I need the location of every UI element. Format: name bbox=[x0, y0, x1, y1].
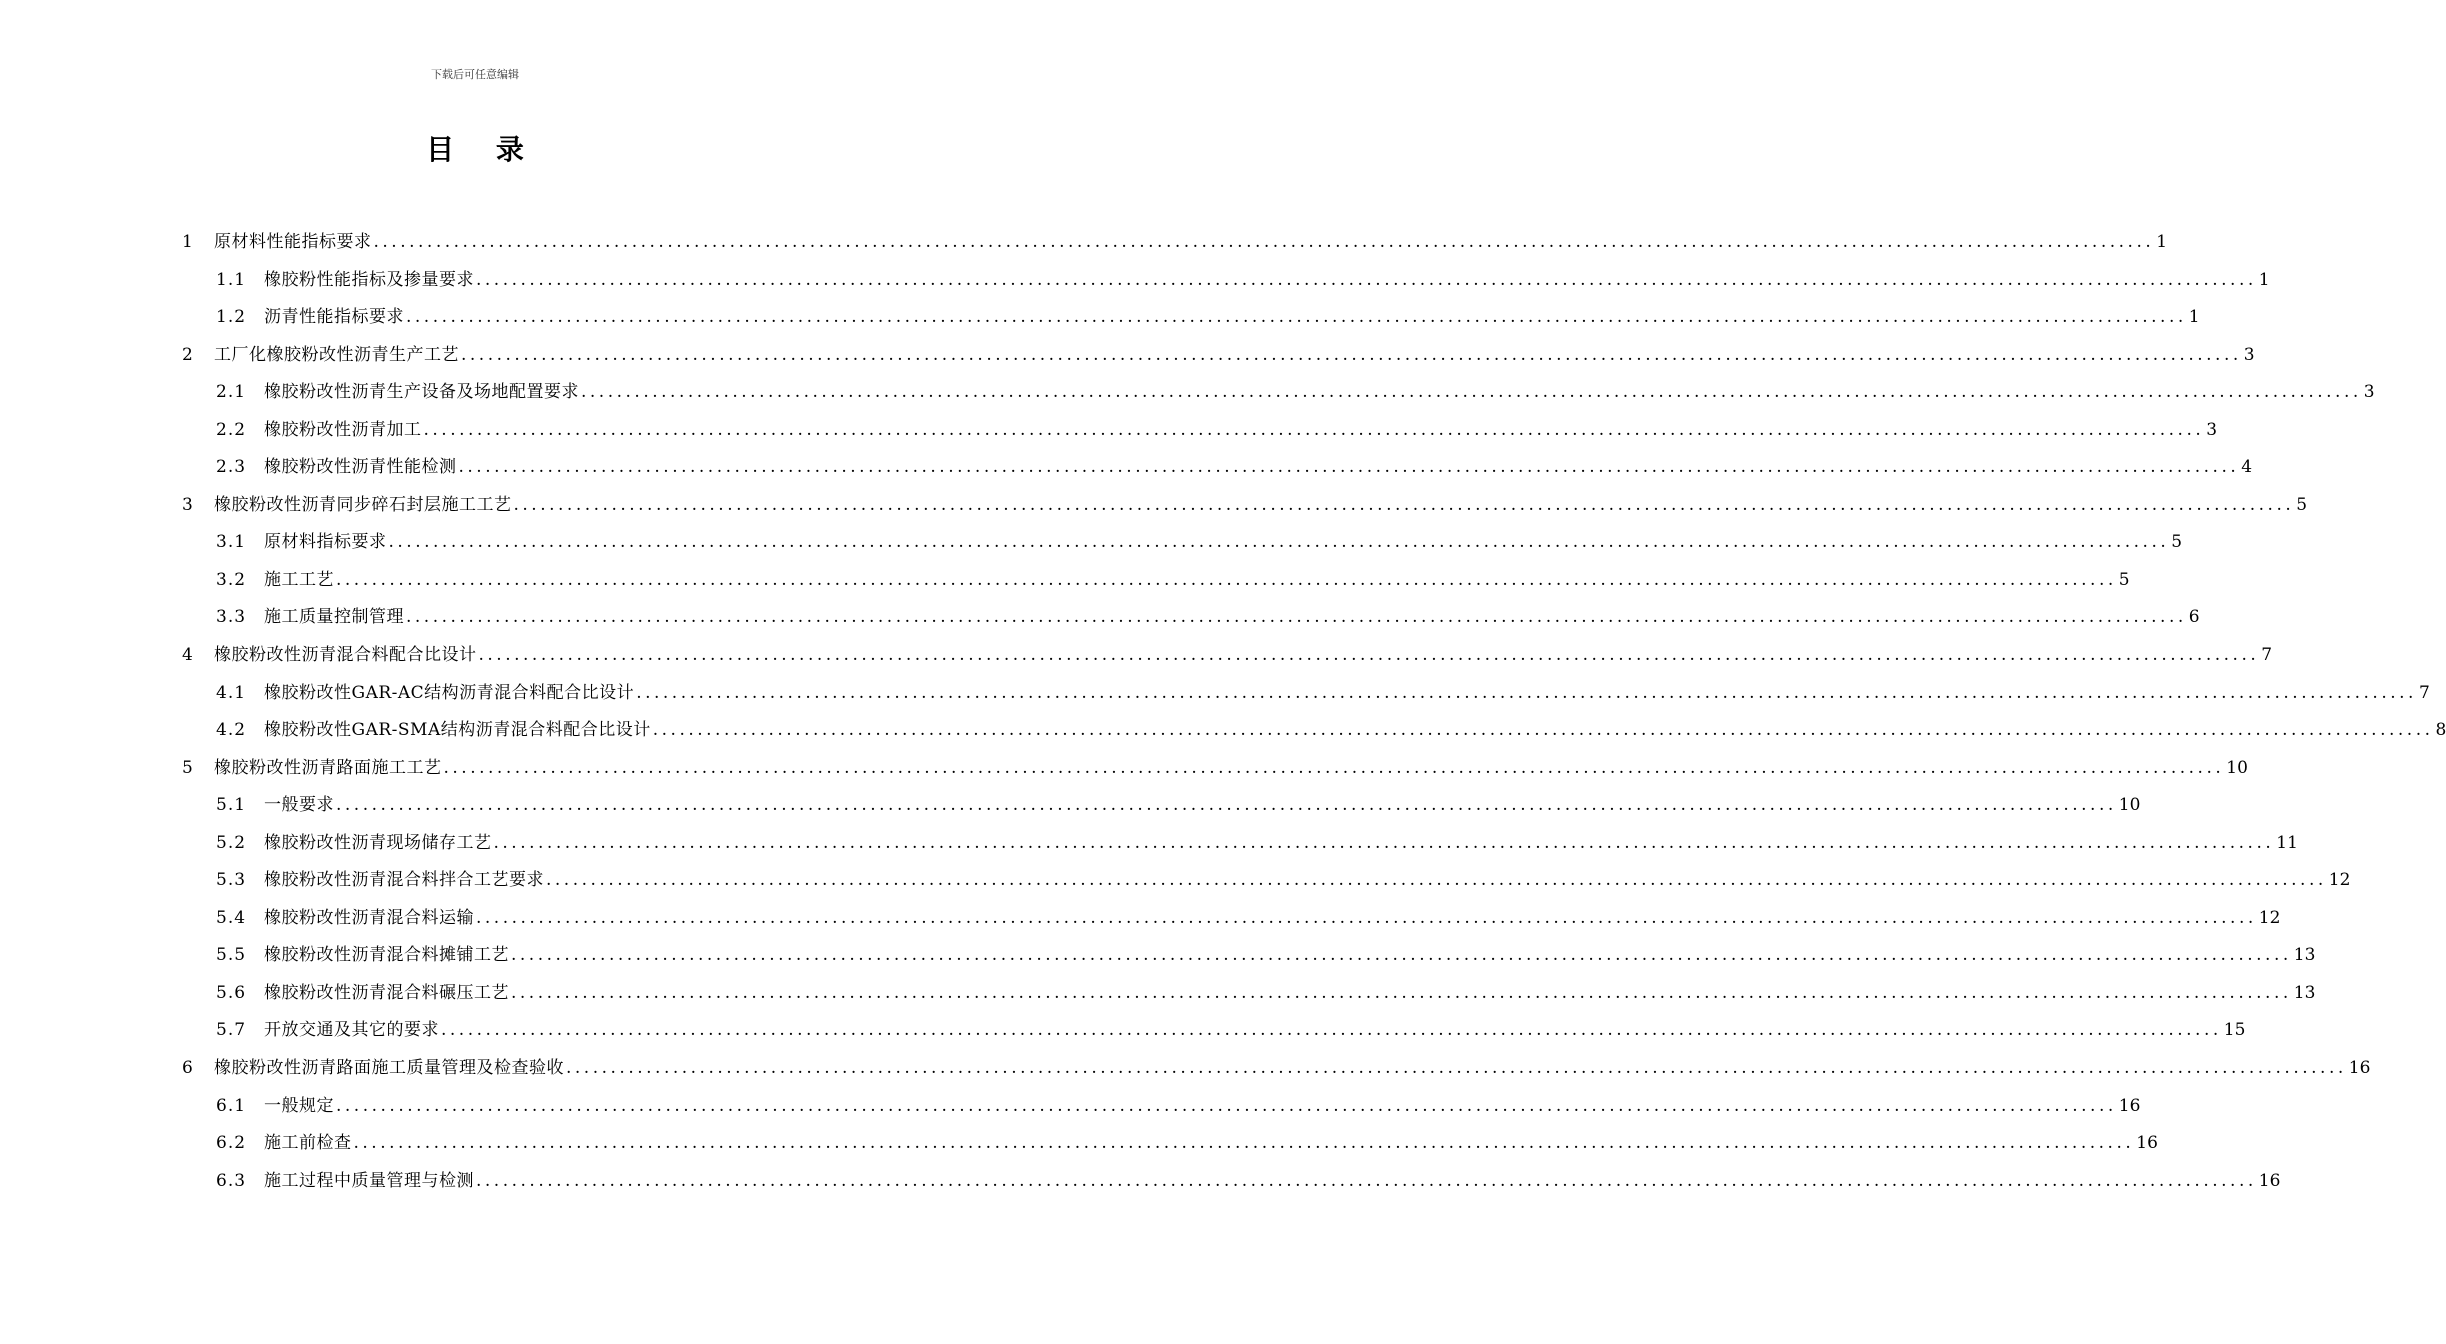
toc-entry-title: 橡胶粉改性沥青混合料运输 bbox=[264, 907, 474, 928]
toc-dot-leader: ........................................................................................................................................................................................................ bbox=[406, 607, 2187, 628]
toc-entry[interactable] bbox=[180, 449, 2253, 487]
toc-entry-number: 6 bbox=[182, 1058, 194, 1079]
toc-entry[interactable] bbox=[180, 1012, 2246, 1050]
toc-entry-title: 橡胶粉改性GAR-AC结构沥青混合料配合比设计 bbox=[264, 682, 635, 703]
toc-entry-title: 施工质量控制管理 bbox=[264, 607, 404, 628]
toc-entry-page-number: 8 bbox=[2435, 720, 2446, 741]
toc-entry[interactable] bbox=[180, 1163, 2281, 1201]
toc-entry-title: 橡胶粉改性沥青生产设备及场地配置要求 bbox=[264, 382, 579, 403]
toc-entry-title: 橡胶粉改性沥青混合料配合比设计 bbox=[214, 645, 477, 666]
toc-entry-title: 工厂化橡胶粉改性沥青生产工艺 bbox=[214, 344, 459, 365]
toc-dot-leader: ........................................................................................................................................................................................................ bbox=[406, 307, 2187, 328]
toc-entry-title: 橡胶粉改性沥青混合料碾压工艺 bbox=[264, 982, 509, 1003]
toc-entry-page-number: 7 bbox=[2418, 682, 2430, 703]
toc-entry-title: 橡胶粉改性沥青加工 bbox=[264, 419, 422, 440]
table-of-contents bbox=[180, 224, 2446, 1200]
toc-dot-leader: ........................................................................................................................................................................................................ bbox=[336, 795, 2117, 816]
toc-entry-page-number: 3 bbox=[2243, 344, 2255, 365]
toc-entry-page-number: 5 bbox=[2296, 494, 2308, 515]
toc-entry-number: 6.1 bbox=[216, 1095, 247, 1116]
toc-dot-leader: ........................................................................................................................................................................................................ bbox=[511, 982, 2292, 1003]
toc-dot-leader: ........................................................................................................................................................................................................ bbox=[458, 457, 2240, 478]
toc-entry-title: 开放交通及其它的要求 bbox=[264, 1020, 439, 1041]
toc-entry-number: 2.1 bbox=[216, 382, 247, 403]
toc-dot-leader: ........................................................................................................................................................................................................ bbox=[636, 682, 2417, 703]
toc-entry-number: 5.5 bbox=[216, 945, 247, 966]
page-header: 下载后可任意编辑 bbox=[431, 68, 519, 81]
toc-entry[interactable] bbox=[180, 637, 2273, 675]
toc-entry-page-number: 12 bbox=[2258, 907, 2281, 928]
toc-dot-leader: ........................................................................................................................................................................................................ bbox=[373, 232, 2155, 252]
toc-entry-page-number: 16 bbox=[2118, 1095, 2141, 1116]
toc-entry-number: 2.2 bbox=[216, 419, 247, 440]
toc-entry-page-number: 13 bbox=[2293, 982, 2316, 1003]
toc-entry-number: 2 bbox=[182, 344, 194, 365]
toc-entry-number: 5.6 bbox=[216, 982, 247, 1003]
toc-entry-page-number: 13 bbox=[2293, 945, 2316, 966]
toc-entry[interactable] bbox=[180, 524, 2183, 562]
toc-entry-number: 4.1 bbox=[216, 682, 247, 703]
toc-entry[interactable] bbox=[180, 862, 2351, 900]
toc-entry[interactable] bbox=[180, 262, 2270, 300]
toc-entry-title: 橡胶粉改性沥青混合料拌合工艺要求 bbox=[264, 870, 544, 891]
toc-entry-page-number: 10 bbox=[2226, 757, 2248, 778]
toc-entry-number: 1.1 bbox=[216, 269, 247, 290]
toc-entry[interactable] bbox=[180, 825, 2298, 863]
toc-entry[interactable] bbox=[180, 750, 2248, 788]
toc-dot-leader: ........................................................................................................................................................................................................ bbox=[493, 832, 2275, 853]
toc-entry[interactable] bbox=[180, 1125, 2158, 1163]
toc-dot-leader: ........................................................................................................................................................................................................ bbox=[336, 569, 2117, 590]
toc-entry-page-number: 5 bbox=[2118, 569, 2130, 590]
toc-entry-page-number: 11 bbox=[2276, 832, 2298, 853]
toc-entry-number: 5.2 bbox=[216, 832, 247, 853]
toc-entry[interactable] bbox=[180, 900, 2281, 938]
toc-entry[interactable] bbox=[180, 675, 2430, 713]
toc-entry-title: 沥青性能指标要求 bbox=[264, 307, 404, 328]
toc-entry[interactable] bbox=[180, 562, 2130, 600]
toc-entry-page-number: 3 bbox=[2206, 419, 2218, 440]
toc-entry-number: 3.1 bbox=[216, 532, 247, 553]
toc-entry-title: 施工过程中质量管理与检测 bbox=[264, 1170, 474, 1191]
toc-entry-page-number: 1 bbox=[2156, 232, 2168, 252]
toc-entry-page-number: 16 bbox=[2348, 1058, 2371, 1079]
toc-entry-page-number: 5 bbox=[2171, 532, 2183, 553]
toc-entry-title: 施工工艺 bbox=[264, 569, 334, 590]
toc-entry-title: 橡胶粉改性沥青混合料摊铺工艺 bbox=[264, 945, 509, 966]
toc-dot-leader: ........................................................................................................................................................................................................ bbox=[513, 494, 2295, 515]
toc-entry[interactable] bbox=[180, 787, 2141, 825]
toc-dot-leader: ........................................................................................................................................................................................................ bbox=[511, 945, 2292, 966]
toc-dot-leader: ........................................................................................................................................................................................................ bbox=[443, 757, 2225, 778]
toc-entry-number: 5.3 bbox=[216, 870, 247, 891]
toc-dot-leader: ........................................................................................................................................................................................................ bbox=[652, 720, 2434, 741]
toc-entry-number: 4.2 bbox=[216, 720, 247, 741]
page-title: 目 录 bbox=[426, 133, 540, 166]
toc-entry-title: 原材料性能指标要求 bbox=[214, 232, 372, 252]
toc-dot-leader: ........................................................................................................................................................................................................ bbox=[476, 269, 2257, 290]
toc-dot-leader: ........................................................................................................................................................................................................ bbox=[476, 907, 2257, 928]
toc-entry[interactable] bbox=[180, 224, 2168, 262]
toc-entry-title: 橡胶粉改性沥青路面施工质量管理及检查验收 bbox=[214, 1058, 564, 1079]
toc-entry-page-number: 4 bbox=[2241, 457, 2253, 478]
toc-entry-title: 施工前检查 bbox=[264, 1133, 352, 1154]
toc-entry-number: 3 bbox=[182, 494, 194, 515]
toc-entry[interactable] bbox=[180, 487, 2308, 525]
toc-entry-number: 5.1 bbox=[216, 795, 247, 816]
toc-entry-number: 3.2 bbox=[216, 569, 247, 590]
toc-dot-leader: ........................................................................................................................................................................................................ bbox=[546, 870, 2327, 891]
toc-entry-page-number: 3 bbox=[2363, 382, 2375, 403]
toc-entry[interactable] bbox=[180, 1088, 2141, 1126]
toc-entry-title: 橡胶粉改性沥青现场储存工艺 bbox=[264, 832, 492, 853]
toc-entry-number: 4 bbox=[182, 645, 194, 666]
toc-entry-title: 橡胶粉改性沥青同步碎石封层施工工艺 bbox=[214, 494, 512, 515]
toc-entry-page-number: 16 bbox=[2136, 1133, 2158, 1154]
toc-entry-title: 一般要求 bbox=[264, 795, 334, 816]
toc-entry-page-number: 15 bbox=[2223, 1020, 2246, 1041]
toc-dot-leader: ........................................................................................................................................................................................................ bbox=[476, 1170, 2257, 1191]
toc-entry-title: 原材料指标要求 bbox=[264, 532, 387, 553]
toc-dot-leader: ........................................................................................................................................................................................................ bbox=[441, 1020, 2222, 1041]
toc-entry[interactable] bbox=[180, 374, 2375, 412]
toc-entry-title: 橡胶粉改性沥青路面施工工艺 bbox=[214, 757, 442, 778]
toc-entry-number: 5 bbox=[182, 757, 194, 778]
toc-entry-number: 1.2 bbox=[216, 307, 247, 328]
toc-entry-number: 2.3 bbox=[216, 457, 247, 478]
toc-entry-number: 5.4 bbox=[216, 907, 247, 928]
toc-entry-title: 橡胶粉性能指标及掺量要求 bbox=[264, 269, 474, 290]
toc-dot-leader: ........................................................................................................................................................................................................ bbox=[423, 419, 2205, 440]
toc-entry-page-number: 6 bbox=[2188, 607, 2200, 628]
toc-dot-leader: ........................................................................................................................................................................................................ bbox=[478, 645, 2260, 666]
toc-entry[interactable] bbox=[180, 337, 2255, 375]
toc-entry[interactable] bbox=[180, 712, 2446, 750]
toc-entry-title: 橡胶粉改性GAR-SMA结构沥青混合料配合比设计 bbox=[264, 720, 651, 741]
toc-entry-page-number: 1 bbox=[2188, 307, 2200, 328]
toc-entry-page-number: 12 bbox=[2328, 870, 2351, 891]
toc-entry-page-number: 16 bbox=[2258, 1170, 2281, 1191]
toc-dot-leader: ........................................................................................................................................................................................................ bbox=[388, 532, 2170, 553]
toc-dot-leader: ........................................................................................................................................................................................................ bbox=[353, 1133, 2135, 1154]
toc-entry-page-number: 1 bbox=[2258, 269, 2270, 290]
toc-dot-leader: ........................................................................................................................................................................................................ bbox=[336, 1095, 2117, 1116]
toc-entry[interactable] bbox=[180, 937, 2316, 975]
toc-entry-number: 3.3 bbox=[216, 607, 247, 628]
toc-entry[interactable] bbox=[180, 1050, 2371, 1088]
toc-entry[interactable] bbox=[180, 599, 2200, 637]
toc-entry[interactable] bbox=[180, 412, 2218, 450]
toc-entry-page-number: 7 bbox=[2261, 645, 2273, 666]
toc-entry-title: 一般规定 bbox=[264, 1095, 334, 1116]
toc-entry-number: 6.3 bbox=[216, 1170, 247, 1191]
toc-entry-title: 橡胶粉改性沥青性能检测 bbox=[264, 457, 457, 478]
toc-entry[interactable] bbox=[180, 299, 2200, 337]
toc-entry-number: 1 bbox=[182, 232, 194, 252]
toc-dot-leader: ........................................................................................................................................................................................................ bbox=[581, 382, 2362, 403]
toc-entry-number: 5.7 bbox=[216, 1020, 247, 1041]
toc-entry-page-number: 10 bbox=[2118, 795, 2141, 816]
toc-entry-number: 6.2 bbox=[216, 1133, 247, 1154]
toc-dot-leader: ........................................................................................................................................................................................................ bbox=[566, 1058, 2347, 1079]
toc-entry[interactable] bbox=[180, 975, 2316, 1013]
toc-dot-leader: ........................................................................................................................................................................................................ bbox=[461, 344, 2242, 365]
